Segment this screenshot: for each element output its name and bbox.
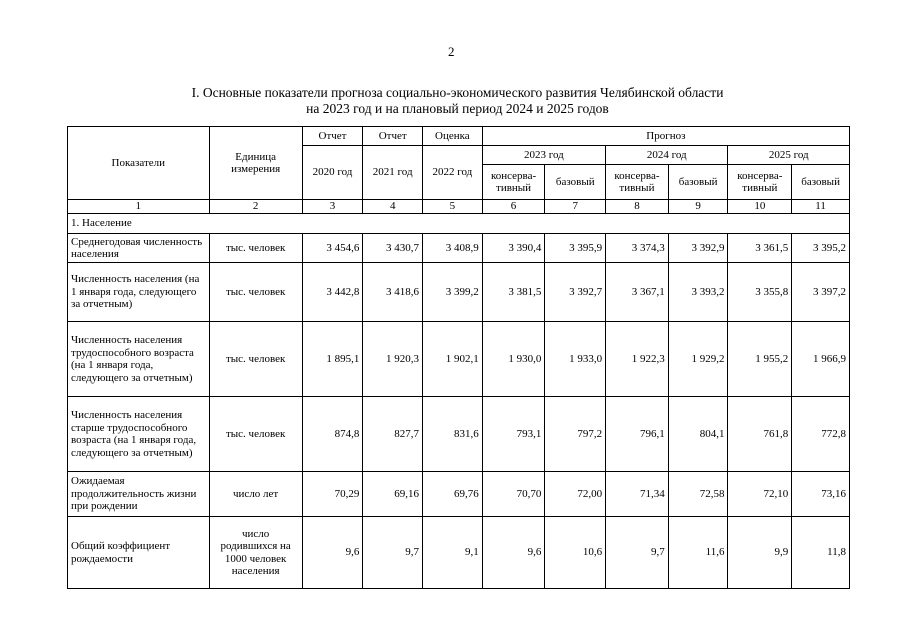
- value-cell: 70,29: [302, 472, 363, 517]
- value-cell: 1 895,1: [302, 322, 363, 397]
- header-forecast: Прогноз: [482, 127, 849, 146]
- header-report-2021: Отчет: [363, 127, 423, 146]
- value-cell: 3 361,5: [728, 234, 792, 263]
- column-number: 7: [545, 200, 606, 214]
- value-cell: 3 454,6: [302, 234, 363, 263]
- value-cell: 804,1: [668, 397, 728, 472]
- header-report-2020: Отчет: [302, 127, 363, 146]
- value-cell: 9,7: [363, 517, 423, 589]
- indicator-name: Ожидаемая продолжительность жизни при рождении: [68, 472, 210, 517]
- value-cell: 796,1: [606, 397, 669, 472]
- value-cell: 72,10: [728, 472, 792, 517]
- value-cell: 3 390,4: [482, 234, 545, 263]
- header-row-1: [68, 127, 850, 146]
- section-title: 1. Население: [68, 214, 850, 234]
- value-cell: 1 933,0: [545, 322, 606, 397]
- value-cell: 874,8: [302, 397, 363, 472]
- value-cell: 69,76: [423, 472, 483, 517]
- indicator-name: Численность населения (на 1 января года, следующего за отчетным): [68, 263, 210, 322]
- value-cell: 71,34: [606, 472, 669, 517]
- value-cell: 3 418,6: [363, 263, 423, 322]
- header-year-2021: 2021 год: [363, 146, 423, 200]
- page-number: 2: [448, 44, 455, 59]
- header-year-2020: 2020 год: [302, 146, 363, 200]
- value-cell: 797,2: [545, 397, 606, 472]
- header-estimate: Оценка: [423, 127, 483, 146]
- table-row: [68, 397, 850, 472]
- header-year-2023: 2023 год: [482, 146, 605, 165]
- table-row: [68, 472, 850, 517]
- value-cell: 11,8: [792, 517, 850, 589]
- value-cell: 10,6: [545, 517, 606, 589]
- header-base-2025: базовый: [792, 165, 850, 200]
- table-row: [68, 322, 850, 397]
- value-cell: 9,6: [302, 517, 363, 589]
- indicator-unit: тыс. человек: [209, 322, 302, 397]
- column-number-row: [68, 200, 850, 214]
- column-number: 1: [68, 200, 210, 214]
- indicator-unit: тыс. человек: [209, 263, 302, 322]
- indicator-name: Численность населения трудоспособного возраста (на 1 января года, следующего за отчетным): [68, 322, 210, 397]
- value-cell: 3 367,1: [606, 263, 669, 322]
- header-conservative-2025: консерва-тивный: [728, 165, 792, 200]
- value-cell: 1 930,0: [482, 322, 545, 397]
- indicator-name: Численность населения старше трудоспособного возраста (на 1 января года, следующего за отчетным): [68, 397, 210, 472]
- column-number: 2: [209, 200, 302, 214]
- value-cell: 1 902,1: [423, 322, 483, 397]
- column-number: 6: [482, 200, 545, 214]
- value-cell: 3 393,2: [668, 263, 728, 322]
- column-number: 11: [792, 200, 850, 214]
- value-cell: 9,6: [482, 517, 545, 589]
- value-cell: 761,8: [728, 397, 792, 472]
- value-cell: 9,1: [423, 517, 483, 589]
- value-cell: 3 395,9: [545, 234, 606, 263]
- value-cell: 831,6: [423, 397, 483, 472]
- value-cell: 72,58: [668, 472, 728, 517]
- header-conservative-2023: консерва-тивный: [482, 165, 545, 200]
- value-cell: 3 381,5: [482, 263, 545, 322]
- value-cell: 72,00: [545, 472, 606, 517]
- value-cell: 827,7: [363, 397, 423, 472]
- indicator-unit: число родившихся на 1000 человек населения: [209, 517, 302, 589]
- value-cell: 3 430,7: [363, 234, 423, 263]
- value-cell: 3 374,3: [606, 234, 669, 263]
- value-cell: 1 920,3: [363, 322, 423, 397]
- table-row: [68, 263, 850, 322]
- column-number: 3: [302, 200, 363, 214]
- value-cell: 3 442,8: [302, 263, 363, 322]
- value-cell: 3 392,7: [545, 263, 606, 322]
- header-year-2025: 2025 год: [728, 146, 850, 165]
- title-line-2: на 2023 год и на плановый период 2024 и 2025 годов: [306, 101, 609, 116]
- value-cell: 1 922,3: [606, 322, 669, 397]
- value-cell: 3 397,2: [792, 263, 850, 322]
- indicator-unit: тыс. человек: [209, 397, 302, 472]
- document-title: [0, 85, 905, 117]
- header-conservative-2024: консерва-тивный: [606, 165, 669, 200]
- value-cell: 3 392,9: [668, 234, 728, 263]
- header-year-2022: 2022 год: [423, 146, 483, 200]
- value-cell: 3 408,9: [423, 234, 483, 263]
- value-cell: 11,6: [668, 517, 728, 589]
- column-number: 9: [668, 200, 728, 214]
- value-cell: 3 399,2: [423, 263, 483, 322]
- table-row: [68, 234, 850, 263]
- value-cell: 1 929,2: [668, 322, 728, 397]
- value-cell: 73,16: [792, 472, 850, 517]
- value-cell: 3 355,8: [728, 263, 792, 322]
- column-number: 5: [423, 200, 483, 214]
- value-cell: 1 955,2: [728, 322, 792, 397]
- header-base-2024: базовый: [668, 165, 728, 200]
- indicator-name: Общий коэффициент рождаемости: [68, 517, 210, 589]
- section-row: [68, 214, 850, 234]
- indicator-unit: тыс. человек: [209, 234, 302, 263]
- value-cell: 793,1: [482, 397, 545, 472]
- value-cell: 1 966,9: [792, 322, 850, 397]
- table-row: [68, 517, 850, 589]
- column-number: 4: [363, 200, 423, 214]
- forecast-table: [67, 126, 850, 589]
- indicator-unit: число лет: [209, 472, 302, 517]
- value-cell: 3 395,2: [792, 234, 850, 263]
- value-cell: 9,9: [728, 517, 792, 589]
- value-cell: 9,7: [606, 517, 669, 589]
- title-line-1: I. Основные показатели прогноза социально-экономического развития Челябинской области: [191, 85, 724, 100]
- header-year-2024: 2024 год: [606, 146, 728, 165]
- value-cell: 70,70: [482, 472, 545, 517]
- column-number: 10: [728, 200, 792, 214]
- value-cell: 772,8: [792, 397, 850, 472]
- header-indicator: Показатели: [68, 127, 210, 200]
- header-unit: Единица измерения: [209, 127, 302, 200]
- header-base-2023: базовый: [545, 165, 606, 200]
- column-number: 8: [606, 200, 669, 214]
- indicator-name: Среднегодовая численность населения: [68, 234, 210, 263]
- value-cell: 69,16: [363, 472, 423, 517]
